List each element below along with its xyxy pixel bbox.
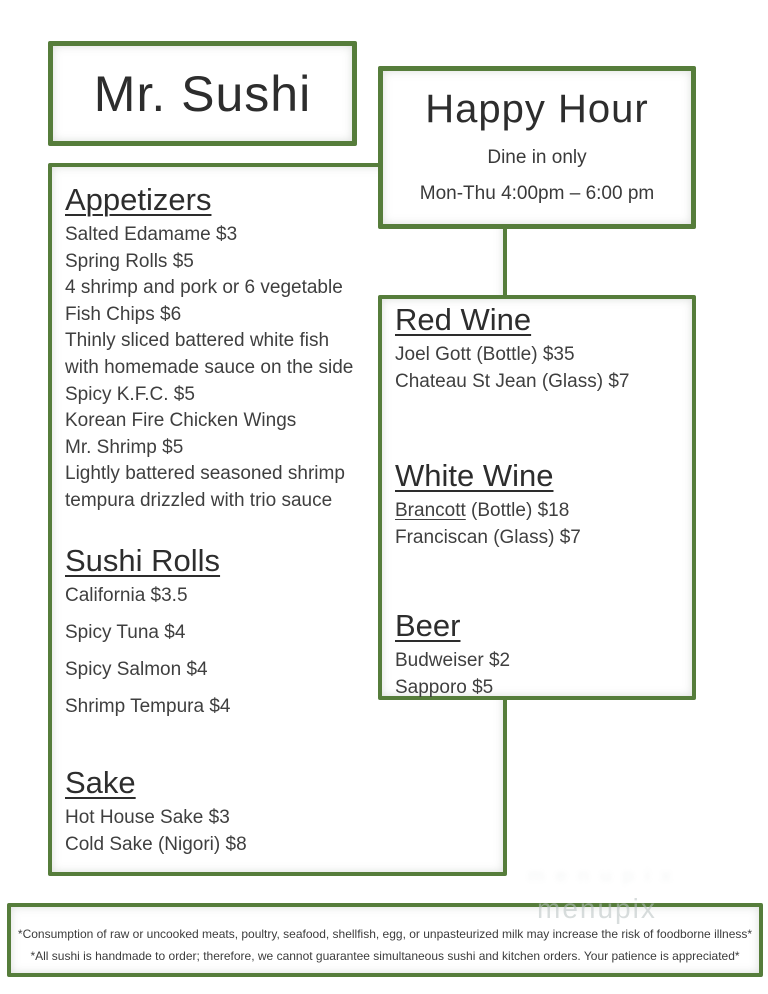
red-wine-section bbox=[395, 303, 692, 395]
menu-item: Shrimp Tempura $4 bbox=[65, 695, 231, 717]
menu-item: Sapporo $5 bbox=[395, 676, 494, 698]
beer-heading: Beer bbox=[395, 608, 461, 644]
sake-section bbox=[65, 766, 503, 858]
menu-item: Hot House Sake $3 bbox=[65, 807, 230, 829]
menu-item: Korean Fire Chicken Wings bbox=[65, 410, 297, 432]
menu-item: Cold Sake (Nigori) $8 bbox=[65, 834, 247, 855]
happy-hour-times: Mon-Thu 4:00pm – 6:00 pm bbox=[419, 183, 655, 204]
menu-item: Budweiser $2 bbox=[395, 650, 511, 672]
menu-item bbox=[395, 498, 692, 525]
menu-item: with homemade sauce on the side bbox=[65, 356, 354, 378]
menu-item: 4 shrimp and pork or 6 vegetable bbox=[65, 277, 343, 299]
happy-hour-dine-in: Dine in only bbox=[487, 147, 587, 168]
restaurant-name: Mr. Sushi bbox=[93, 65, 312, 122]
menu-item: Spicy Salmon $4 bbox=[65, 658, 208, 680]
menu-item: Fish Chips $6 bbox=[65, 303, 182, 325]
menu-item: Franciscan (Glass) $7 bbox=[395, 526, 581, 548]
menu-item: California $3.5 bbox=[65, 584, 188, 606]
menu-item: Spicy Tuna $4 bbox=[65, 621, 186, 643]
menu-item: Spicy K.F.C. $5 bbox=[65, 383, 195, 405]
menupix-watermark-ghost: menupix bbox=[528, 866, 683, 885]
menupix-watermark: menupix bbox=[537, 893, 657, 924]
happy-hour-title: Happy Hour bbox=[425, 87, 649, 131]
disclaimer-box bbox=[7, 903, 763, 977]
menu-item: Joel Gott (Bottle) $35 bbox=[395, 344, 575, 365]
menu-item: tempura drizzled with trio sauce bbox=[65, 489, 333, 511]
menu-item: Mr. Shrimp $5 bbox=[65, 436, 184, 458]
white-wine-section bbox=[395, 459, 692, 551]
happy-hour-box bbox=[378, 66, 696, 229]
restaurant-name-box bbox=[48, 41, 357, 146]
menu-item: Salted Edamame $3 bbox=[65, 224, 238, 245]
menu-item: Spring Rolls $5 bbox=[65, 250, 194, 272]
beer-section bbox=[395, 609, 692, 701]
menu-item: Lightly battered seasoned shrimp bbox=[65, 463, 345, 485]
drinks-menu-box bbox=[378, 295, 696, 700]
menu-item-underlined-word: Brancott bbox=[395, 500, 466, 522]
sushi-rolls-heading: Sushi Rolls bbox=[65, 542, 221, 578]
menu-item: Thinly sliced battered white fish bbox=[65, 330, 330, 352]
sake-heading: Sake bbox=[65, 765, 136, 801]
white-wine-heading: White Wine bbox=[395, 458, 554, 494]
disclaimer-line-1: *Consumption of raw or uncooked meats, poultry, seafood, shellfish, egg, or unpasteurized milk may increase the risk of foodborne illness* bbox=[17, 927, 753, 941]
red-wine-heading: Red Wine bbox=[395, 302, 532, 337]
menu-item: Chateau St Jean (Glass) $7 bbox=[395, 370, 630, 392]
disclaimer-line-2: *All sushi is handmade to order; therefore, we cannot guarantee simultaneous sushi and kitchen orders. Your patience is appreciated* bbox=[30, 948, 740, 963]
appetizers-heading: Appetizers bbox=[65, 182, 212, 217]
menu-item-rest: (Bottle) $18 bbox=[465, 500, 570, 522]
